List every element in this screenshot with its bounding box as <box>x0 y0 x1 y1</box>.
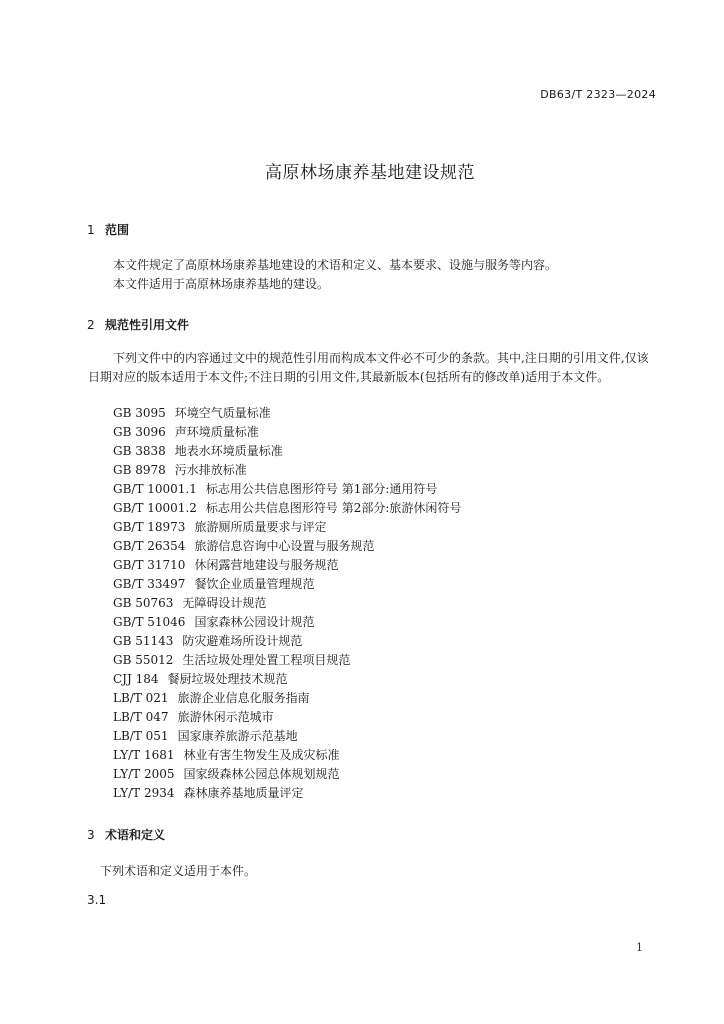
reference-item <box>113 575 461 594</box>
reference-code: GB 50763 <box>113 596 174 610</box>
reference-title: 环境空气质量标准 <box>174 406 271 420</box>
reference-title: 声环境质量标准 <box>174 425 259 439</box>
reference-item <box>113 480 461 499</box>
reference-title: 地表水环境质量标准 <box>174 444 283 458</box>
reference-title: 污水排放标准 <box>174 463 247 477</box>
reference-title: 国家康养旅游示范基地 <box>177 729 298 743</box>
reference-title: 旅游休闲示范城市 <box>177 710 274 724</box>
reference-item <box>113 632 461 651</box>
section-number: 1 <box>87 223 95 237</box>
reference-item <box>113 518 461 537</box>
reference-title: 休闲露营地建设与服务规范 <box>194 558 339 572</box>
reference-title: 国家级森林公园总体规划规范 <box>183 767 340 781</box>
reference-item <box>113 784 461 803</box>
section-heading-terms <box>87 826 165 843</box>
reference-title: 餐厨垃圾处理技术规范 <box>167 672 288 686</box>
reference-item <box>113 442 461 461</box>
standard-code: DB63/T 2323—2024 <box>540 88 656 101</box>
reference-code: GB/T 18973 <box>113 520 186 534</box>
reference-list <box>113 404 461 803</box>
reference-item <box>113 708 461 727</box>
section-number: 3 <box>87 828 95 842</box>
document-title: 高原林场康养基地建设规范 <box>265 163 475 183</box>
reference-title: 旅游厕所质量要求与评定 <box>194 520 327 534</box>
reference-code: LY/T 2934 <box>113 786 175 800</box>
references-intro: 下列文件中的内容通过文中的规范性引用而构成本文件必不可少的条款。其中,注日期的引用文件,仅该日期对应的版本适用于本文件;不注日期的引用文件,其最新版本(包括所有的修改单)适用于本文件。 <box>88 351 649 384</box>
reference-code: LY/T 1681 <box>113 748 175 762</box>
reference-code: GB 51143 <box>113 634 174 648</box>
reference-item <box>113 461 461 480</box>
reference-item <box>113 651 461 670</box>
reference-item <box>113 404 461 423</box>
reference-item <box>113 727 461 746</box>
reference-item <box>113 765 461 784</box>
reference-item <box>113 689 461 708</box>
reference-code: LB/T 047 <box>113 710 169 724</box>
reference-title: 旅游信息咨询中心设置与服务规范 <box>194 539 375 553</box>
reference-code: GB 55012 <box>113 653 174 667</box>
reference-code: GB 8978 <box>113 463 166 477</box>
section-title: 术语和定义 <box>105 828 166 842</box>
scope-paragraph: 本文件适用于高原林场康养基地的建设。 <box>113 277 330 291</box>
section-title: 规范性引用文件 <box>105 318 190 332</box>
reference-item <box>113 613 461 632</box>
reference-code: CJJ 184 <box>113 672 159 686</box>
reference-title: 旅游企业信息化服务指南 <box>177 691 310 705</box>
reference-item <box>113 423 461 442</box>
reference-title: 森林康养基地质量评定 <box>183 786 304 800</box>
clause-number: 3.1 <box>87 893 107 907</box>
reference-title: 标志用公共信息图形符号 第2部分:旅游休闲符号 <box>205 501 462 515</box>
reference-title: 防灾避难场所设计规范 <box>182 634 303 648</box>
reference-code: GB/T 51046 <box>113 615 186 629</box>
section-heading-scope <box>87 221 129 238</box>
reference-code: GB/T 10001.2 <box>113 501 197 515</box>
reference-item <box>113 594 461 613</box>
reference-title: 国家森林公园设计规范 <box>194 615 315 629</box>
reference-title: 生活垃圾处理处置工程项目规范 <box>182 653 351 667</box>
reference-item <box>113 746 461 765</box>
reference-title: 无障碍设计规范 <box>182 596 267 610</box>
terms-intro: 下列术语和定义适用于本件。 <box>100 864 257 878</box>
reference-title: 林业有害生物发生及成灾标准 <box>183 748 340 762</box>
reference-code: GB 3096 <box>113 425 166 439</box>
reference-code: GB 3095 <box>113 406 166 420</box>
reference-item <box>113 556 461 575</box>
section-heading-references <box>87 316 189 333</box>
reference-item <box>113 537 461 556</box>
reference-code: GB/T 26354 <box>113 539 186 553</box>
reference-code: GB/T 31710 <box>113 558 186 572</box>
section-title: 范围 <box>105 223 130 237</box>
reference-code: LB/T 051 <box>113 729 169 743</box>
reference-title: 餐饮企业质量管理规范 <box>194 577 315 591</box>
reference-code: LY/T 2005 <box>113 767 175 781</box>
reference-code: GB/T 33497 <box>113 577 186 591</box>
reference-item <box>113 499 461 518</box>
reference-code: GB 3838 <box>113 444 166 458</box>
page-number: 1 <box>636 941 643 954</box>
reference-title: 标志用公共信息图形符号 第1部分:通用符号 <box>205 482 438 496</box>
reference-code: GB/T 10001.1 <box>113 482 197 496</box>
reference-item <box>113 670 461 689</box>
scope-paragraph: 本文件规定了高原林场康养基地建设的术语和定义、基本要求、设施与服务等内容。 <box>113 258 558 272</box>
reference-code: LB/T 021 <box>113 691 169 705</box>
section-number: 2 <box>87 318 95 332</box>
